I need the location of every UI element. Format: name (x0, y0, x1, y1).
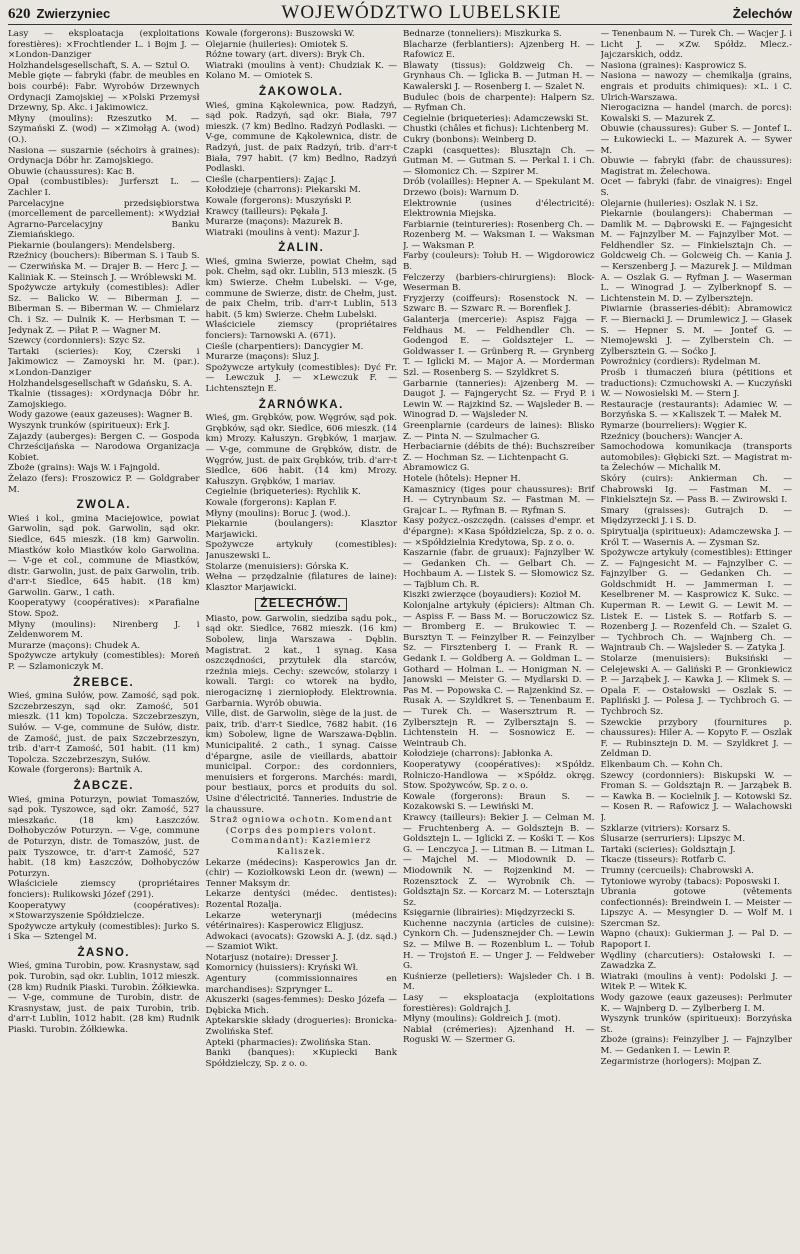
directory-entry: Księgarnie (librairies): Międzyrzecki S. (403, 908, 576, 919)
directory-entry: Fryzjerzy (coiffeurs): Rosenstock N. — Szwarc B. — Szwarc R. — Borenflek J. (403, 293, 595, 315)
directory-entry: Chustki (châles et fichus): Lichtenberg M. (403, 124, 589, 135)
zrebce-entries (8, 765, 200, 776)
column-3 (403, 29, 595, 1251)
town-description: Wieś i kol., gmina Maciejowice, powiat Garwolin, sąd pok. Garwolin, sąd okr. Siedlce, 645 mieszk. (18 km) Garwolin. Miastków koło Miastków kolo Garwolina. — V-ge et col., commune de Miastków, distr. Garwolin, just. de paix Garwolin, trib. d'arr-t Siedlce, 645 habit. (18 km) Garwolin. Garw., 1 cath. (8, 513, 200, 598)
directory-entry: Kuchenne naczynia (articles de cuisine): Cynkorn Ch. — Judensznejder Ch. — Lewin Sz. — Milwe B. — Rozenblum L. — Tołub H. — Trojstoń E. — Unger J. — Feldweber G. (403, 918, 595, 972)
town-description: Wieś, gm. Grębków, pow. Węgrów, sąd pok. Grębków, sąd okr. Siedlce, 606 mieszk. (14 km) Mrozy. Kałuszyn. Grębków, 1 marjaw. — V-ge, commune de Grębków, distr. de Węgrów, just. de paix Grębków, trib. d'arr-t Siedlce, 606 habit. (14 km) Mrozy. Kałuszyn. Grębków, 1 mariav. (205, 413, 397, 487)
directory-entry: Cieśle (charpentiers): Zając J. (205, 174, 337, 185)
directory-entry: Młyny (moulins): Nirenberg J. i Zeldenworem M. (8, 619, 200, 641)
directory-entry: Piekarnie (boulangers): Klasztor Marjawicki. (205, 519, 397, 540)
directory-entry: Krawcy (tailleurs): Bekier J. — Celman M. — Fruchtenberg A. — Goldsztejn B. — Goldsztejn L. — Iglicki Z. — Kośki T. — Kos G. — Lenczyca J. — Litman B. — Litman L. — Majchel M. — Miodownik D. — Miodownik N. — Rojzenkind M. — Rozensztock Z. — Wyrobnik Ch. — Goldsztajn Sz. — Korcarz M. — Lotersztajn Sz. (403, 812, 595, 908)
directory-entry: Drób (volailles): Hepner A. — Spekulant M. (403, 177, 595, 188)
directory-entry: Obuwie (chaussures): Kac B. (8, 166, 135, 177)
directory-entry: Rymarze (bourreliers): Węgier K. (600, 420, 748, 431)
directory-entry: Banki (banques): ×Kupiecki Bank Spółdzielczy, Sp. z o. o. (205, 1048, 397, 1069)
directory-entry: Stolarze (menuisiers): Górska K. (205, 561, 349, 572)
town-heading-zabcze: ŻABCZE. (73, 779, 134, 792)
directory-entry: Kuśnierze (pelletiers): Wajsleder Ch. i B. M. (403, 971, 595, 993)
zabcze-entries (8, 879, 200, 943)
directory-entry: Młyny (moulins): Boruc J. (wod.). (205, 508, 351, 519)
directory-entry: Spożywcze artykuły (comestibles): Ettinger Z. — Fajngesicht M. — Fajnzylber C. — Fajnzylber G. — Gedanken Ch. — Goldschmidt H. — Jammerman I. — Keselbrener M. — Kasprowicz K. Sukc. — Kuperman R. — Lewit G. — Lewit M. — Listek E. — Listek S. — Rotfarb S. — Rozenberg J. — Rozenfeld Ch. — Szalet G. — Tychbroch Ch. — Wajnberg Ch. — Wajntraub Ch. — Wajsleder S. — Zatyka J. (600, 548, 792, 654)
directory-entry: Rzeźnicy (bouchers): Biberman S. i Taub S. — Czerwińska M. — Drajer B. — Herc J. — Kaliniak K. — Steinsch J. — Wróblewski M. (8, 251, 200, 283)
town-description: Wieś, gmina Swierze, powiat Chełm, sąd pok. Chełm, sąd okr. Lublin, 513 mieszk. (5 km) Swierze. Chełm Lubelski. — V-ge, commune de Swierze, distr. de Chełm, just. de paix Chełm, trib. d'arr-t Lublin, 513 habit. (5 km) Swierze. Chełm Lubelski. (205, 256, 397, 320)
directory-entry: Młyny (moulins): Rzeszutko M. — Szymański Z. (wod) — ×Zimołąg A. (wod) (O.). (8, 113, 200, 145)
directory-entry: Powroźnicy (cordiers): Rydelman M. (600, 357, 761, 368)
directory-entry: Tartaki (scieries): Koy, Czerski i Jakimowicz — Zamoyski hr. M. (par.). ×London-Danziger Holzhandelsgesellschaft w Gdańsku, S. A. (8, 346, 200, 389)
directory-entry: Nasiona — nawozy — chemikalja (grains, engrais et produits chimiques): ×L. i C. Ulrich-Warszawa. (600, 71, 792, 103)
directory-entry: Kooperatywy (coopératives): ×Parafialne Stow. Spoż. (8, 598, 200, 620)
directory-entry: Tkalnie (tissages): ×Ordynacja Dóbr hr. Zamojskiego. (8, 389, 200, 410)
directory-entry: Farby (couleurs): Tołub H. — Wigdorowicz B. (403, 251, 595, 273)
directory-entry: Elkenbaum Ch. — Kohn Ch. (600, 759, 723, 770)
directory-entry: Olejarnie (huileries): Oszlak N. i Sz. (600, 198, 759, 209)
directory-entry: Lasy — eksploatacja (exploitations forestières): Goldrajch J. (403, 993, 595, 1014)
directory-entry: Żelazo (fers): Froszowicz P. — Goldgraber M. (8, 473, 200, 495)
town-heading-zrebce: ŻREBCE. (73, 676, 135, 689)
directory-entry: Kooperatywy (coopératives): ×Spółdz. Rolniczo-Handlowa — ×Spółdz. okręg. Stow. Spożywców, Sp. z o. o. (403, 759, 595, 792)
directory-entry: Wyszynk trunków (spiritueux): Erk J. (8, 420, 170, 431)
directory-entry: Agentury (commissionnaires en marchandises): Szprynger L. (205, 974, 397, 995)
town-heading-zarnowka: ŻARNÓWKA. (258, 398, 344, 411)
directory-entry: Ślusarze (serruriers): Lipszyc M. (600, 834, 746, 845)
directory-entry: Kołodzieje (charrons): Jabłonka A. (403, 749, 553, 760)
directory-entry: Stolarze (menuisiers): Buksiński — Celejewski A. — Galiński P. — Gronkiewicz P. — Jarząbek J. — Kawka J. — Klimek S. — Opala F. — Ostałowski — Oszlak S. — Papliński J. — Polesa J. — Tychbroch G. — Tychbroch Sz. (600, 654, 792, 717)
text-columns (8, 29, 792, 1251)
directory-entry: Lekarze (médecins): Kasperowics Jan dr. (chir) — Koziołkowski Leon dr. (wewn) — Tenner Maksym dr. (205, 857, 397, 889)
header-right-town: Żelechów (732, 6, 792, 21)
directory-entry: Nasiona (graines): Kasprowicz S. (600, 60, 747, 71)
town-description: Wieś, gmina Turobin, pow. Krasnystaw, sąd pok. Turobin, sąd okr. Lublin, 1012 mieszk. (28 km) Rudnik Piaski. Turobin. Żółkiewka. — V-ge, commune de Turobin, distr. de Krasnystaw, just. de paix Turobin, trib. d'arr-t Lublin, 1012 habit. (28 km) Rudnik Piaski. Turobin. Żółkiewka. (8, 961, 200, 1036)
directory-entry: Wody gazowe (eaux gazeuses): Wagner B. (8, 410, 193, 421)
directory-entry: Zegarmistrze (horlogers): Mojpan Z. (600, 1056, 762, 1067)
directory-entry: Kołodzieje (charrons): Piekarski M. (205, 185, 361, 196)
header-title: WOJEWÓDZTWO LUBELSKIE (281, 2, 562, 23)
directory-entry: Spirytualja (spiritueux): Adamczewska J. — Król T. — Wasernis A. — Zysman Sz. (600, 526, 792, 548)
directory-entry: Samochodowa komunikacja (transports automobiles): Głębicki Szt. — Magistrat m-ta Żelechów — Michalik M. (600, 442, 792, 474)
directory-entry: Młyny (moulins): Goldreich J. (mot). (403, 1014, 561, 1025)
directory-entry: Komornicy (huissiers): Kryński Wł. (205, 963, 359, 974)
directory-entry: Prośb i tłumaczeń biura (pétitions et traductions): Czmuchowski A. — Kuczyński W. — Nowosielski M. — Stern J. (600, 368, 792, 400)
town-description-fr: Ville, dist. de Garwolin, siège de la just. de paix, trib. d'arr-t Siedlce, 7682 habit. (16 km) Sobolew, ligne de Warszawa-Dęblin. Municipalité. 2 cath., 1 synag. Caisse d'épargne, asile de vieillards, abattoir municipal. Corpor.: des cordonniers, menuisiers et forgerons. Marchés: mardi, pour bestiaux, porcs et produits du sol. Usine d'électricité. Tanneries. Industrie de la chaussure. (205, 709, 397, 815)
directory-entry: Wyszynk trunków (spiritueux): Borzyńska St. (600, 1014, 792, 1035)
directory-entry: Tytoniowe wyroby (tabacs): Poposwski I. (600, 876, 780, 887)
directory-entry: Tartaki (scieries): Goldsztajn J. (600, 844, 736, 855)
directory-entry: Adwokaci (avocats): Gzowski A. J. (dz. sąd.) — Szamiot Wikt. (205, 931, 397, 953)
directory-entry: Felczerzy (barbiers-chirurgiens): Block-Weserman B. (403, 272, 595, 294)
directory-entry: Drzewo (bois): Warnum D. (403, 187, 519, 198)
town-heading-zelechow: ŻELECHÓW. (255, 598, 347, 611)
directory-entry: Piekarnie (boulangers): Mendelsberg. (8, 240, 176, 251)
town-heading-zakowola: ŻAKOWOLA. (259, 85, 344, 98)
directory-entry: Cegielnie (briqueteries): Rychlik K. (205, 487, 361, 498)
directory-entry: Aptekarskie składy (drogueries): Bronicka-Zwolińska Stef. (205, 1016, 397, 1038)
column-2 (206, 29, 398, 1251)
directory-entry: Szewcy (cordonniers): Szyc Sz. (8, 336, 146, 347)
directory-entry: Murarze (maçons): Mazurek B. (205, 217, 343, 228)
directory-entry: Lekarze dentyści (médec. dentistes): Rozental Rozalja. (205, 889, 397, 910)
directory-entry: Kowale (forgerons): Braun S. — Kozakowski S. — Lewiński M. (403, 791, 595, 813)
directory-entry: Piwiarnie (brasseries-débit): Abramowicz F. — Biernacki J. — Drumlewicz J. — Głasek S. — Hepner S. M. — Jontef G. — Niemojewski J. — Zylberstein Ch. — Zylbersztein G. — Soćko J. (600, 304, 792, 357)
town-heading-zwola: ZWOLA. (76, 499, 131, 512)
directory-entry: Właściciele ziemscy (propriétaires fonciers): Tarnowski A. (671). (205, 320, 397, 342)
directory-entry: Szklarze (vitriers): Korsarz S. (600, 823, 731, 834)
zabcze-continued-entries (206, 29, 398, 82)
directory-entry: Zajazdy (auberges): Bergen C. — Gospoda Chrześcijańska — Narodowa Organizacja Kobiet. (8, 431, 200, 463)
directory-entry: Opał (combustibles): Jurferszt L. — Zachler I. (8, 177, 200, 198)
directory-entry: Wody gazowe (eaux gazeuses): Perlmuter K. — Wajnberg D. — Zylberberg I. M. (600, 993, 792, 1014)
directory-entry: Kowale (forgerons): Bartnik A. (8, 765, 143, 776)
directory-entry: Budulec (bois de charpente): Halpern Sz. — Ryfman Ch. (403, 92, 595, 114)
directory-entry: Farbiarnie (teintureries): Rosenberg Ch. — Rozenberg M. — Waksman I. — Waksman J. — Waksman P. (403, 219, 595, 251)
directory-entry: Blacharze (ferblantiers): Ajzenberg H. — Rafowicz E. (403, 39, 595, 61)
directory-entry: Krawcy (tailleurs): Pękała J. (205, 206, 328, 217)
directory-entry: Tkacze (tisseurs): Rotfarb C. (600, 855, 727, 866)
directory-entry: Skóry (cuirs): Ankierman Ch. — Chabrowski Ig. — Fastman M. — Finkielsztejn Sz. — Pass B. — Zwirowski I. (600, 473, 792, 506)
directory-entry: Zboże (grains): Wajs W. i Fajngold. (8, 463, 161, 474)
directory-entry: Czapki (casquettes): Blusztajn Ch. — Gutman M. — Gutman S. — Perkal I. i Ch. — Słomonicz Ch. — Szpirer M. (403, 145, 595, 177)
zwierzyniec-entries (8, 29, 200, 495)
directory-entry: Kiszki zwierzęce (boyaudiers): Kozioł M. (403, 590, 582, 601)
directory-entry: Wędliny (charcutiers): Ostałowski I. — Zawadzka Z. (600, 950, 792, 972)
zelechow-trades-b (601, 29, 793, 1067)
directory-entry: Murarze (maçons): Sluz J. (205, 352, 320, 363)
directory-entry: Restauracje (restaurants): Adamiec W. — Borzyńska S. — ×Kaliszek T. — Małek M. (600, 399, 792, 421)
directory-entry: Kasy pożycz.-oszczędn. (caisses d'empr. et d'épargne): ×Kasa Spółdzielcza, Sp. z o. o. — ×Spółdzielnia Kredytowa, Sp. z o. o. (403, 516, 595, 548)
directory-entry: Kolonjalne artykuły (épiciers): Altman Ch. — Aspiss F. — Bass M. — Boruczowicz Sz. — Bromberg E. — Brukowiec T. — Bursztyn T. — Feinzylber R. — Feinzylber Sz. — Firsztenberg I. — Frank R. — Gedank I. — Goldberg A. — Goldman L. — Gothard — Holman L. — Honigman N. — Janowski — Meister G. — Mydlarski D. — Pas M. — Popowska C. — Rajzenkind Sz. — Rusak A. — Szyldkret S. — Tenenbaum E. — Turek Ch. — Wasersztrum R. — Zylbersztejn R. — Zylbersztajn S. — Lichtenstein H. — Sosnowicz E. — Weintraub Ch. (403, 601, 595, 749)
directory-entry: Spożywcze artykuły (comestibles): Januszewski L. (205, 540, 397, 561)
directory-entry: Rzeźnicy (bouchers): Wancjer A. (600, 431, 743, 442)
directory-entry: Wapno (chaux): Gukierman J. — Pal D. — Rapoport I. (600, 929, 792, 951)
town-description: Wieś, gmina Sułów, pow. Zamość, sąd pok. Szczebrzeszyn, sąd okr. Zamość, 501 mieszk. (11 km) Topolcza. Szczebrzeszyn, Sułów. — V-ge, commune de Sułów, distr. de Zamość, just. de paix Szczebrzeszyn, trib. d'arr-t Zamość, 501 habit. (11 km) Topolcza. Szczebrzeszyn, Sułów. (8, 691, 200, 765)
directory-entry: Wełna — przędzalnie (filatures de laine): Klasztor Marjawicki. (205, 572, 397, 593)
directory-entry: Bednarze (tonneliers): Miszkurka S. (403, 29, 562, 39)
directory-entry: Nabiał (crémeries): Ajzenhand H. — Roguski W. — Szermer G. (403, 1024, 595, 1046)
column-4 (601, 29, 793, 1251)
zelechow-trades-a (403, 29, 595, 1046)
directory-entry: Spożywcze artykuły (comestibles): Moreń P. — Szlamoniczyk M. (8, 651, 200, 673)
directory-entry: Garbarnie (tanneries): Ajzenberg M. — Daugot J. — Fajngerycht Sz. — Fryd P. i Lewin W. — Rajzkind Sz. — Wajsleder B. — Winograd D. — Wajsleder N. (403, 378, 595, 421)
directory-entry: Kooperatywy (coopératives): ×Stowarzyszenie Spółdzielcze. (8, 900, 200, 922)
directory-entry: Zboże (grains): Feinzylber J. — Fajnzylber M. — Gedanken I. — Lewin P. (600, 1035, 792, 1056)
directory-entry: — Tenenbaum N. — Turek Ch. — Wacjer J. i Licht J. — ×Zw. Spółdz. Mlecz.-Jajczarskich, oddz. (600, 29, 792, 61)
town-heading-zalin: ŻALIN. (278, 242, 325, 255)
town-heading-zasno: ŻASNO. (77, 946, 130, 959)
directory-entry: Lekarze weterynarji (médecins vétérinaires): Kasperowicz Eligjusz. (205, 910, 397, 932)
directory-entry: Galanterja (mercerie): Aspisz Fajga — Feldhaus M. — Feldhendler Ch. — Godengod E. — Goldsztejer L. — Goldwasser I. — Grünberg R. — Grynberg T. — Iglicki M. — Major A. — Morderman Szl. — Rosenberg S. — Szyldkret S. (403, 315, 595, 378)
directory-entry: Cegielnie (briqueteries): Adamczewski St. (403, 113, 589, 124)
directory-entry: Smary (graisses): Gutrajch D. — Międzyrzecki J. i S. D. (600, 505, 792, 527)
directory-entry: Szewcy (cordonniers): Biskupski W. — Froman S. — Goldsztajn R. — Jarząbek B. — Kawka B. — Kocielnik J. — Kotowski Sz. — Kosen R. — Rafowicz J. — Walachowski J. (600, 770, 792, 823)
directory-entry: Akuszerki (sages-femmes): Desko Józefa — Dębicka Mich. (205, 995, 397, 1016)
directory-entry: Kowale (forgerons): Muszyński P. (205, 195, 352, 206)
directory-entry: Obuwie (chaussures): Guber S. — Jontef L. — Łukowiecki L. — Mazurek A. — Sywer M. (600, 124, 792, 156)
zalin-entries (206, 320, 398, 394)
fire-brigade-note: Straż ogniowa ochotn. Komendant (Corps des pompiers volont. Commandant): Kaziemierz Kaliszek. (209, 815, 393, 857)
directory-entry: Abramowicz G. (403, 463, 470, 474)
directory-entry: Wiatraki (moulins à vent): Chudziak K. — Kolano M. — Omiotek S. (205, 60, 397, 82)
page-header (8, 2, 792, 25)
directory-entry: Spożywcze artykuły (comestibles): Dyć Fr. — Lewczuk J. — ×Lewczuk F. — Lichtensztejn E. (205, 362, 397, 394)
zelechow-entries (206, 858, 398, 1070)
directory-entry: Kamasznicy (tiges pour chaussures): Brif H. — Cytrynbaum Sz. — Fastman M. — Grajcar L. — Ryfman B. — Ryfman S. (403, 484, 595, 516)
directory-entry: Ubrania gotowe (vêtements confectionnés): Breindwein I. — Meister — Lipszyc A. — Mesyngier D. — Wolf M. i Szercman Sz. (600, 887, 792, 929)
directory-entry: Piekarnie (boulangers): Chaberman — Damlik M. — Dąbrowski E. — Fajngesicht M. — Fajnzylber M. — Fajnzylber Mot. — Feldhendler Sz. — Finkielsztajn Ch. — Goldcweig Ch. — Golcweig Ch. — Kania J. — Kerszenberg J. — Mazurek J. — Mildman A. — Oszlak G. — Ryfman J. — Waserman L. — Winograd J. — Zylberknopf S. — Lichtenstein M. D. — Zylbersztejn. (600, 209, 792, 304)
zarnowka-entries (206, 487, 398, 593)
zwola-entries (8, 598, 200, 672)
directory-entry: Ocet — fabryki (fabr. de vinaigres): Engel S. (600, 177, 792, 198)
directory-entry: Apteki (pharmacies): Zwolińska Stan. (205, 1037, 371, 1048)
directory-entry: Nierogacizna — handel (march. de porcs): Kowalski S. — Mazurek Z. (600, 103, 792, 124)
directory-entry: Cukry (bonbons): Weinberg D. (403, 134, 537, 145)
town-description-pl: Miasto, pow. Garwolin, siedziba sądu pok., sąd okr. Siedlce, 7682 mieszk. (16 km) Sobolew, linja Warszawa - Dęblin. Magistrat. 2 kat., 1 synag. Kasa oszczędności, przytułek dla starców, rzeźnia miejs. Cechy: szewców, stolarzy i kowali. Targi: co wtorek na bydło, nierogaciznę i zierniopłody. Elektrownia. Garbarnia. Wyrób obuwia. (205, 613, 397, 709)
directory-entry: Cieśle (charpentiers): Dancygier M. (205, 341, 364, 352)
directory-entry: Nasiona — suszarnie (séchoirs à graines): Ordynacja Dóbr hr. Zamojskiego. (8, 145, 200, 167)
directory-entry: Murarze (maçons): Chudek A. (8, 640, 141, 651)
directory-entry: Spożywcze artykuły (comestibles): Jurko S. i Ska — Sztengel M. (8, 921, 200, 943)
column-1 (8, 29, 200, 1251)
directory-entry: Różne towary (art. divers): Bryk Ch. (205, 50, 365, 61)
directory-entry: Kowale (forgerons): Buszowski W. (205, 29, 355, 39)
page-number: 620 (8, 6, 31, 22)
directory-entry: Wiatraki (moulins à vent): Mazur J. (205, 227, 360, 238)
town-description: Wieś, gmina Kąkolewnica, pow. Radzyń, sąd pok. Radzyń, sąd okr. Biała, 797 mieszk. (7 km) Bedlno. Radzyń Podlaski. — V-ge, commune de Kąkolewnica, distr. de Radzyń, just. de paix Radzyń, trib. d'arr-t Biała, 797 habit. (7 km) Bedlno, Radzyń Podlaski. (205, 100, 397, 175)
directory-entry: Greenplarnie (cardeurs de laines): Blisko Z. — Pinta N. — Szulmacher G. (403, 420, 595, 442)
zakowola-entries (206, 175, 398, 239)
directory-entry: Kaszarnie (fabr. de gruaux): Fajnzylber W. — Gedanken Ch. — Gelbart Ch. — Hochbaum A. — Listek S. — Słomowicz Sz. — Tajblum Ch. R. (403, 548, 595, 590)
directory-entry: Olejarnie (huileries): Omiotek S. (205, 39, 349, 50)
directory-entry: Hotele (hôtels): Hepner H. (403, 473, 521, 484)
directory-entry: Lasy — eksploatacja (exploitations forestières): ×Frochtlender L. i Bojm J. — ×London-Danziger Holzhandelsgesellschaft, S. A. — Sztul O. (8, 29, 200, 71)
directory-entry: Wiatraki (moulins à vent): Podolski J. — Witek P. — Witek K. (600, 971, 792, 993)
directory-entry: Herbaciarnie (débits de thé): Buchszreiber Z. — Hochman Sz. — Lichtenpacht G. (403, 442, 595, 463)
directory-entry: Właściciele ziemscy (propriétaires fonciers): Rulikowski Józef (291). (8, 879, 200, 900)
directory-entry: Notarjusz (notaire): Dresser J. (205, 952, 339, 963)
directory-entry: Obuwie — fabryki (fabr. de chaussures): Magistrat m. Żelechowa. (600, 156, 792, 177)
directory-entry: Kowale (forgerons): Kaplan F. (205, 497, 337, 508)
directory-entry: Trumny (cercueils): Chabrowski A. (600, 865, 754, 876)
directory-entry: Elektrownie (usines d'électricité): Elektrownia Miejska. (403, 198, 595, 220)
directory-entry: Parcelacyjne przedsiębiorstwa (morcellement de parcellement): ×Wydział Agrarno-Parcelacyjny Banku Ziemiańskiego. (8, 198, 200, 241)
town-description: Wieś, gmina Poturzyn, powiat Tomaszów, sąd pok. Tyszowce, sąd okr. Zamość, 527 mieszkańc. (18 km) Łaszczów. Dołhobyczów Poturzyn. — V-ge, commune de Poturzyn, distr. de Tomaszów, just. de paix Tyszowce, tr. d'arr-t Zamość, 527 habit. (18 km) Łaszczów, Dołhobyczów Poturzyn. (8, 794, 200, 879)
directory-entry: Meble gięte — fabryki (fabr. de meubles en bois courbé): Fabr. Wyrobów Drzewnych Ordynacji Zamojskiej — ×Polski Przemysł Drzewny, Sp. Akc. i Jakimowicz. (8, 71, 200, 114)
directory-entry: Szewckie przybory (fournitures p. chaussures): Hiler A. — Kopyto F. — Oszlak F. — Rubinsztejn D. M. — Szyldkret J. — Zeldman D. (600, 717, 792, 760)
directory-entry: Blawaty (tissus): Goldzweig Ch. — Grynhaus Ch. — Iglicka B. — Jutman H. — Kawalerski J. — Rosenberg I. — Szalet N. (403, 60, 595, 92)
directory-entry: Spożywcze artykuły (comestibles): Adler Sz. — Balicko W. — Biberman J. — Biberman S. — Biberman W. — Chmielarz Ch. i Sz. — Dulnik K. — Herbsman T. — Jedynak Z. — Piłat P. — Wagner M. (8, 283, 200, 336)
header-left-town: Zwierzyniec (36, 6, 111, 21)
